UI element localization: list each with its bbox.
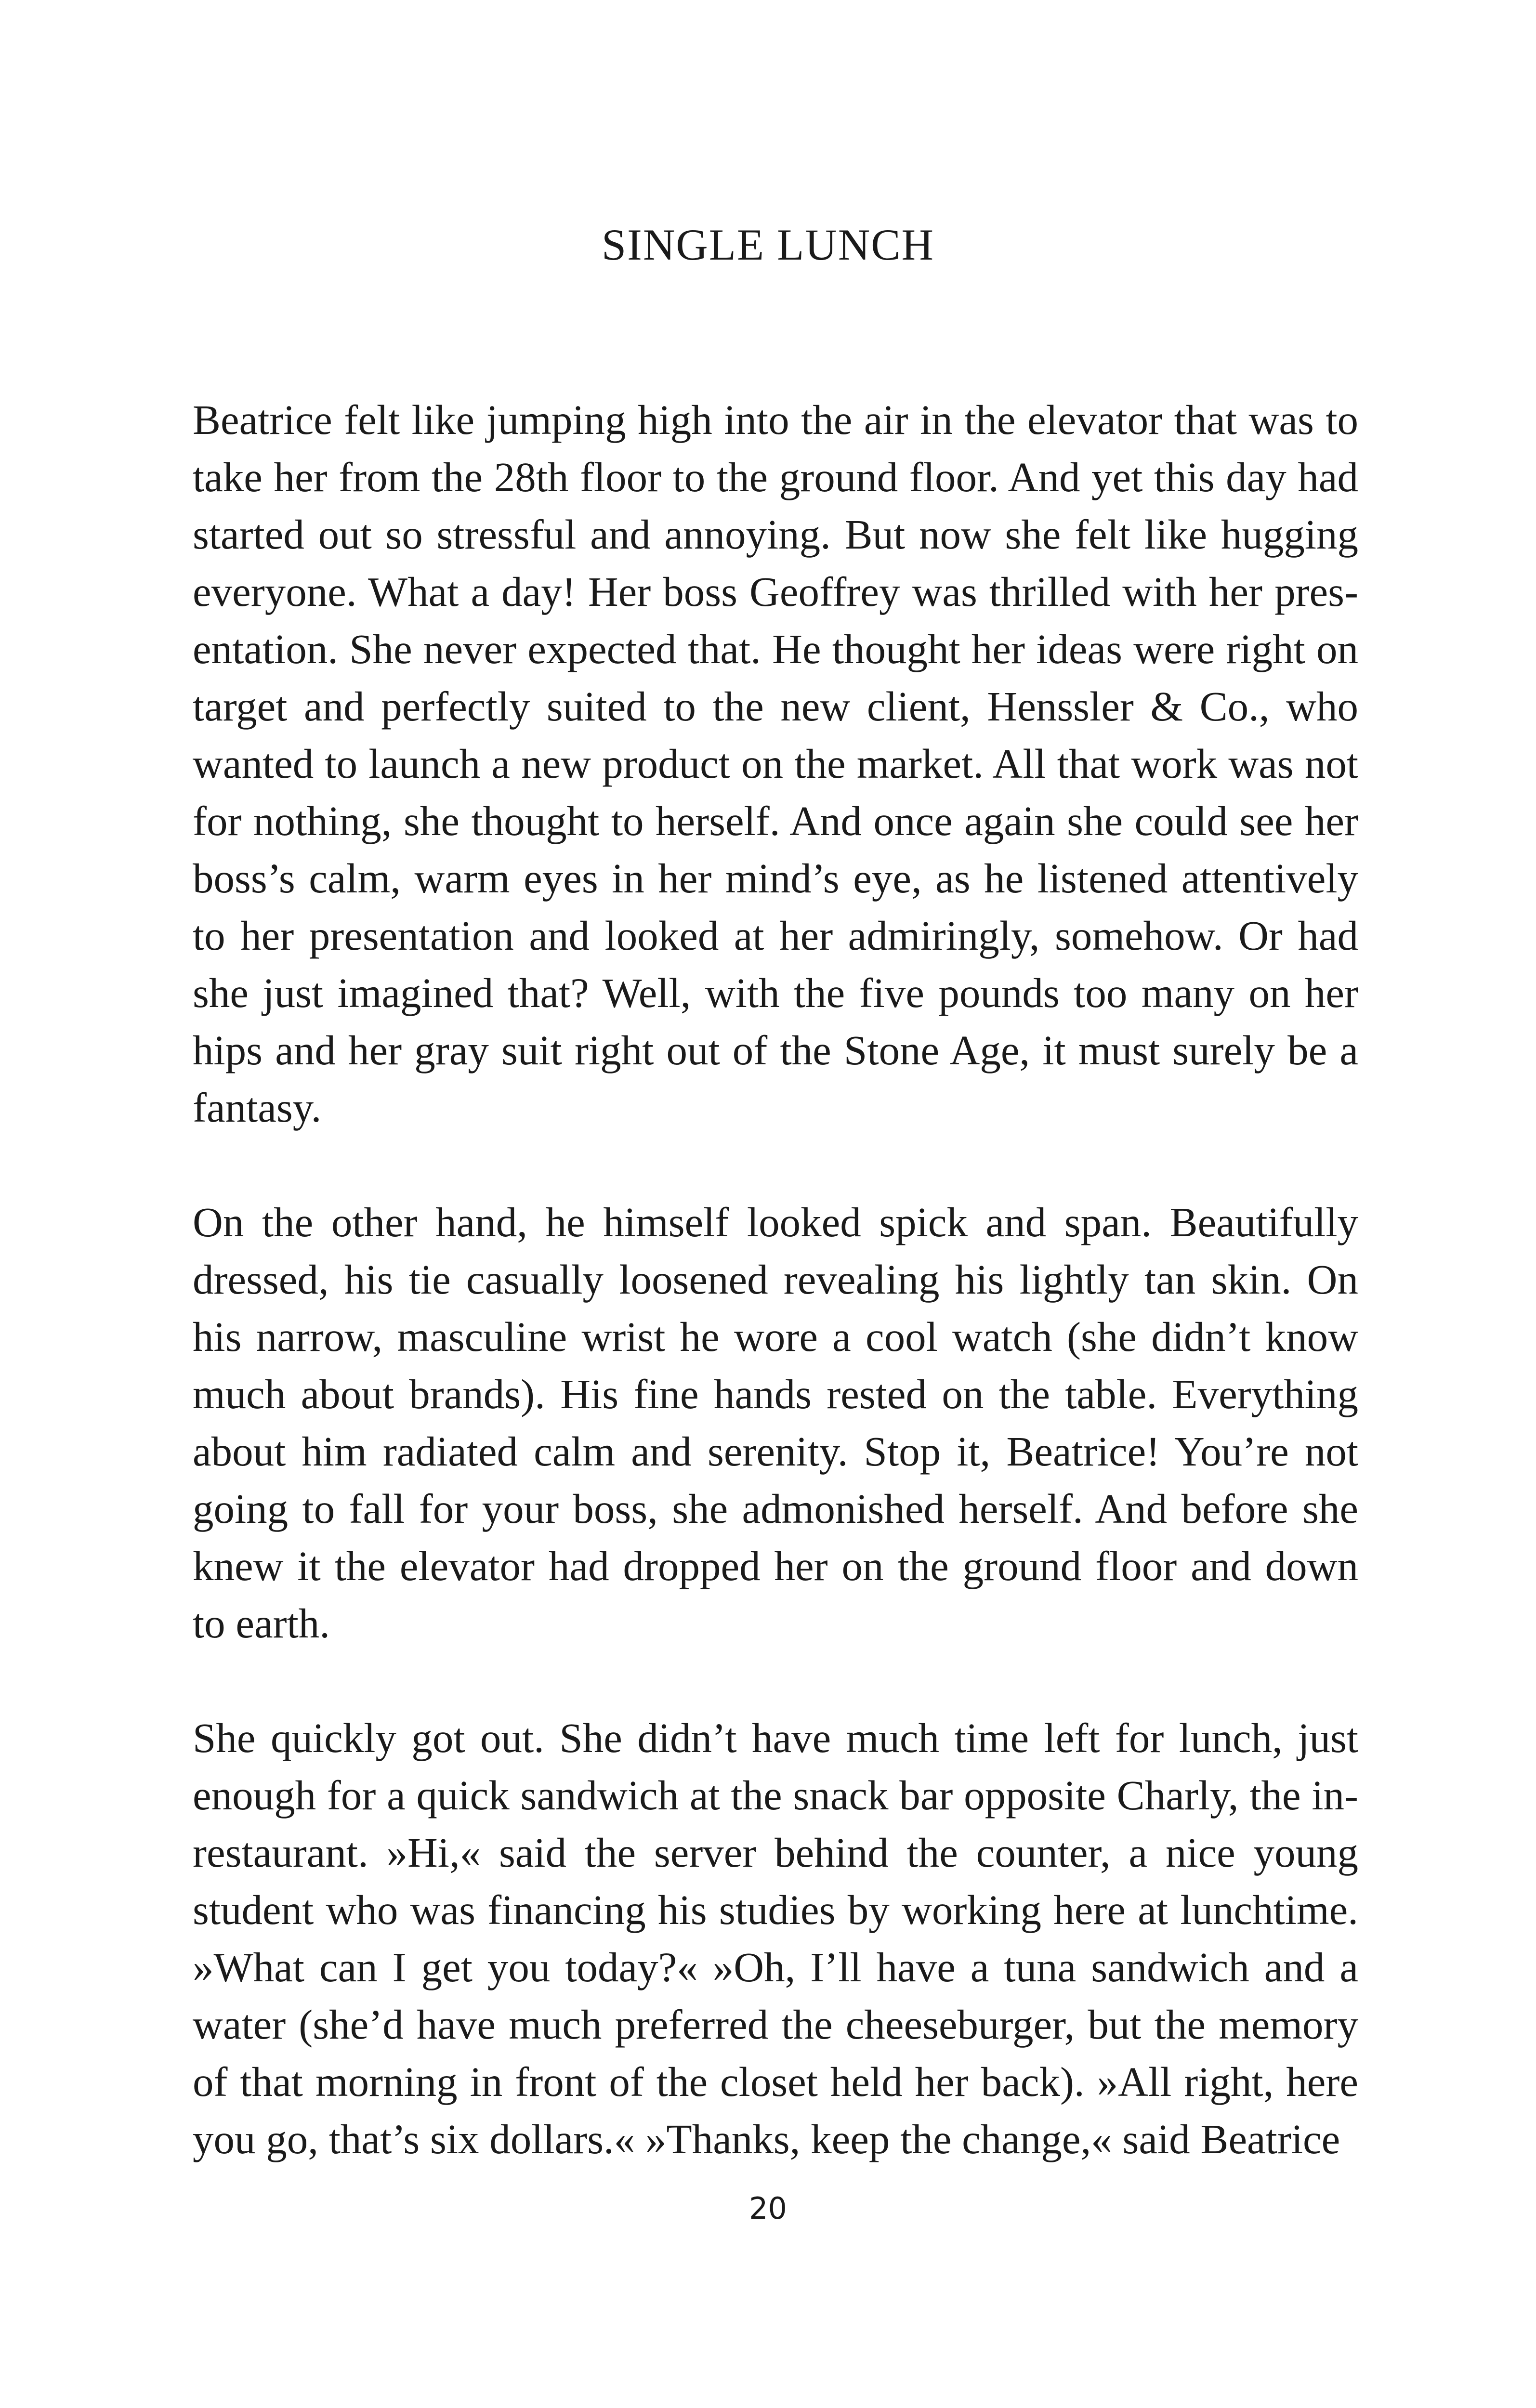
- chapter-title: SINGLE LUNCH: [602, 220, 934, 269]
- body-text: [193, 391, 1358, 2168]
- paragraph-2: On the other hand, he himself looked spick and span. Beautifully dressed, his tie casually loosened revealing his lightly tan skin. On his narrow, masculine wrist he wore a cool watch (she didn’t know much about brands). His fine hands rested on the table. Everything about him radiated calm and serenity. Stop it, Beatrice! You’re not going to fall for your boss, she admonished herself. And before she knew it the elevator had dropped her on the ground floor and down to earth.: [193, 1199, 1358, 1647]
- paragraph-1: Beatrice felt like jumping high into the air in the elevator that was to take her from the 28th floor to the ground floor. And yet this day had started out so stressful and annoying. But now she felt like hugging everyone. What a day! Her boss Geoffrey was thrilled with her presentation. She never expected that. He thought her ideas were right on target and perfectly suited to the new client, Henssler & Co., who wanted to launch a new product on the market. All that work was not for nothing, she thought to herself. And once again she could see her boss’s calm, warm eyes in her mind’s eye, as he listened attentively to her presentation and looked at her admiringly, somehow. Or had she just imagined that? Well, with the five pounds too many on her hips and her gray suit right out of the Stone Age, it must surely be a fantasy.: [193, 396, 1358, 1131]
- page-number: 20: [749, 2191, 787, 2226]
- paragraph-3: She quickly got out. She didn’t have much time left for lunch, just enough for a quick sandwich at the snack bar opposite Charly, the in-restaurant. »Hi,« said the server behind the counter, a nice young student who was financing his studies by working here at lunchtime. »What can I get you today?« »Oh, I’ll have a tuna sandwich and a water (she’d have much preferred the cheeseburger, but the memory of that morning in front of the closet held her back). »All right, here you go, that’s six dollars.« »Thanks, keep the change,« said Beatrice: [193, 1714, 1358, 2162]
